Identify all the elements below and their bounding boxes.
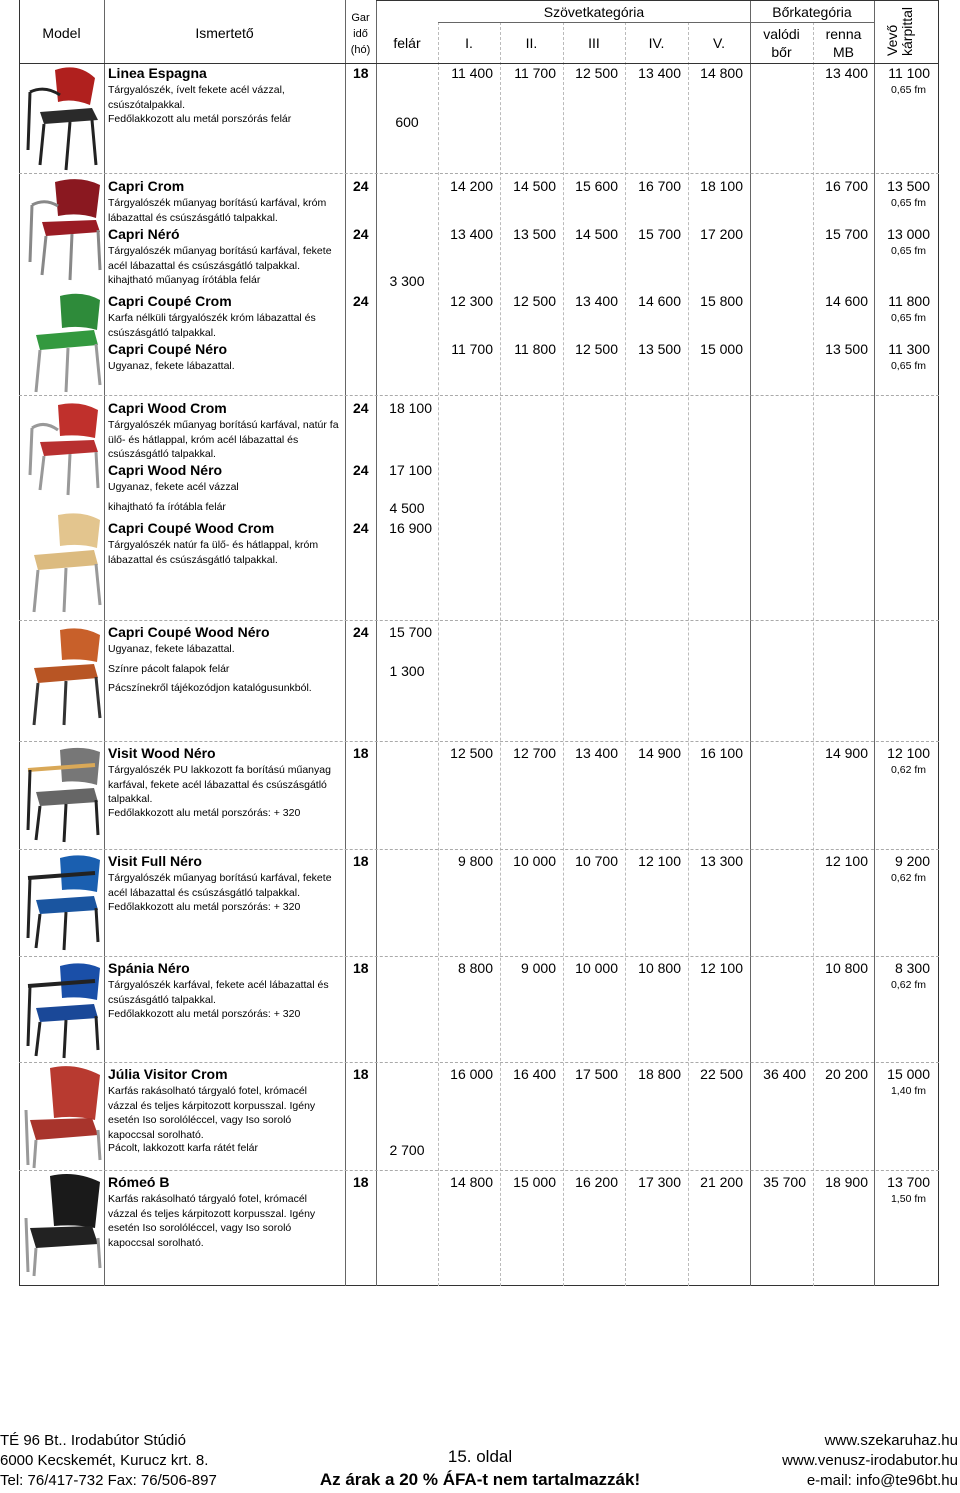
product-description: Karfás rakásolható tárgyaló fotel, krómacél vázzal és teljes kárpitozott korpusszal. Igény esetén Iso sorolóléccel, vagy Iso soroló kapoccsal sorolható. (108, 1085, 316, 1141)
price-cat-2: 10 000 (513, 853, 556, 869)
product-name: Capri Coupé Wood Néro (108, 624, 270, 640)
warranty-months: 24 (353, 226, 369, 242)
product-name: Capri Wood Crom (108, 400, 227, 416)
product-name: Rómeó B (108, 1174, 170, 1190)
warranty-months: 18 (353, 960, 369, 976)
price-customer: 15 000 (887, 1066, 930, 1082)
price-cat-5: 22 500 (700, 1066, 743, 1082)
chair-visit-wood (28, 748, 100, 842)
price-cat-3: 12 500 (575, 65, 618, 81)
price-customer: 8 300 (894, 960, 930, 976)
product-description: Ugyanaz, fekete lábazattal. (108, 643, 235, 655)
price-cat-4: 13 400 (638, 65, 681, 81)
price-real-leather: 36 400 (763, 1066, 806, 1082)
product-name: Capri Néró (108, 226, 180, 242)
price-cat-4: 17 300 (638, 1174, 681, 1190)
chair-capri-crom (30, 179, 100, 280)
price: 15 700 (389, 624, 432, 640)
header-cat-4: IV. (648, 35, 665, 51)
price-cat-4: 14 900 (638, 745, 681, 761)
price-cat-2: 15 000 (513, 1174, 556, 1190)
header-cat-1: I. (465, 35, 473, 51)
product-description: Tárgyalószék PU lakkozott fa borítású műanyag karfával, fekete acél lábazattal és csúszásgátló talpakkal. (108, 764, 331, 805)
warranty-months: 24 (353, 462, 369, 478)
price-cat-5: 15 000 (700, 341, 743, 357)
warranty-months: 18 (353, 853, 369, 869)
price-cat-3: 10 700 (575, 853, 618, 869)
header-surcharge: felár (393, 35, 421, 51)
product-extra-note: Pácszínekről tájékozódjon katalógusunkból. (108, 682, 312, 694)
header-description: Ismertető (195, 25, 254, 41)
warranty-months: 18 (353, 745, 369, 761)
product-name: Spánia Néro (108, 960, 190, 976)
product-name: Capri Coupé Wood Crom (108, 520, 275, 536)
fabric-need: 1,40 fm (890, 1085, 926, 1097)
chair-coupe-wood-nero (34, 628, 100, 725)
chair-capri-coupe (36, 294, 100, 392)
price-cat-1: 14 800 (450, 1174, 493, 1190)
surcharge: 600 (395, 114, 419, 130)
header-customer-fabric: Vevő kárpittal (884, 6, 915, 56)
surcharge: 3 300 (389, 273, 425, 289)
price-cat-1: 13 400 (450, 226, 493, 242)
price-cat-5: 12 100 (700, 960, 743, 976)
price-customer: 12 100 (887, 745, 930, 761)
header-renna: renna MB (825, 26, 862, 60)
price-renna: 16 700 (825, 178, 868, 194)
vat-note: Az árak a 20 % ÁFA-t nem tartalmazzák! (319, 1470, 641, 1489)
price-cat-4: 13 500 (638, 341, 681, 357)
chair-linea-espagna (28, 67, 98, 170)
surcharge: 1 300 (389, 663, 425, 679)
price-cat-5: 17 200 (700, 226, 743, 242)
price: 18 100 (389, 400, 432, 416)
price-cat-4: 12 100 (638, 853, 681, 869)
header-leather-category: Bőrkategória (772, 4, 852, 20)
fabric-need: 0,65 fm (890, 197, 926, 209)
chair-spania (28, 963, 100, 1058)
price-renna: 14 600 (825, 293, 868, 309)
price-cat-5: 13 300 (700, 853, 743, 869)
surcharge: 2 700 (389, 1142, 425, 1158)
product-description: Ugyanaz, fekete acél vázzal (108, 481, 239, 493)
product-name: Visit Full Néro (108, 853, 202, 869)
price-cat-3: 15 600 (575, 178, 618, 194)
header-model: Model (42, 25, 81, 41)
product-extra: Fedőlakkozott alu metál porszórás: + 320 (108, 807, 301, 819)
product-description: Tárgyalószék műanyag borítású karfával, fekete acél lábazattal és csúszásgátló talpakkal. (108, 872, 332, 899)
price-cat-3: 10 000 (575, 960, 618, 976)
product-description: Tárgyalószék műanyag borítású karfával, natúr fa ülő- és hátlappal, króm acél lábazattal és csúszásgátló talpakkal. (108, 419, 339, 460)
product-extra: Fedőlakkozott alu metál porszórás: + 320 (108, 901, 301, 913)
footer-website-1[interactable]: www.szekaruhaz.hu (824, 1432, 958, 1449)
price-customer: 11 800 (888, 293, 930, 309)
page-number: 15. oldal (447, 1447, 513, 1466)
product-description: Karfás rakásolható tárgyaló fotel, krómacél vázzal és teljes kárpitozott korpusszal. Igény esetén Iso sorolóléccel, vagy Iso soroló kapoccsal sorolható. (108, 1193, 316, 1249)
product-description: Tárgyalószék műanyag borítású karfával, fekete acél lábazattal és csúszásgátló talpakkal. (108, 245, 332, 272)
fabric-need: 1,50 fm (890, 1193, 926, 1205)
price-customer: 13 500 (887, 178, 930, 194)
chair-coupe-wood-crom (34, 513, 100, 612)
warranty-months: 24 (353, 624, 369, 640)
warranty-months: 18 (353, 65, 369, 81)
price-cat-1: 11 400 (451, 65, 493, 81)
chair-capri-wood (30, 403, 98, 495)
price-cat-4: 14 600 (638, 293, 681, 309)
warranty-months: 18 (353, 1174, 369, 1190)
warranty-months: 24 (353, 520, 369, 536)
warranty-months: 18 (353, 1066, 369, 1082)
price-cat-5: 14 800 (700, 65, 743, 81)
product-name: Visit Wood Néro (108, 745, 216, 761)
product-description: Ugyanaz, fekete lábazattal. (108, 360, 235, 372)
price-cat-2: 16 400 (513, 1066, 556, 1082)
price-renna: 20 200 (825, 1066, 868, 1082)
price-renna: 15 700 (825, 226, 868, 242)
product-name: Linea Espagna (108, 65, 207, 81)
price-customer: 13 000 (887, 226, 930, 242)
chair-romeo-b (26, 1174, 100, 1276)
footer-phone: Tel: 76/417-732 Fax: 76/506-897 (0, 1472, 217, 1489)
price-cat-1: 11 700 (451, 341, 493, 357)
price-customer: 11 300 (888, 341, 930, 357)
price-cat-3: 12 500 (575, 341, 618, 357)
price-cat-2: 12 700 (513, 745, 556, 761)
product-description: Tárgyalószék karfával, fekete acél lábazattal és csúszásgátló talpakkal. (108, 979, 329, 1006)
warranty-months: 24 (353, 178, 369, 194)
header-cat-2: II. (525, 35, 538, 51)
price-cat-1: 9 800 (457, 853, 493, 869)
price: 17 100 (389, 462, 432, 478)
price: 16 900 (389, 520, 432, 536)
header-warranty: Gar idő (hó) (350, 12, 371, 56)
price-cat-4: 10 800 (638, 960, 681, 976)
product-extra: kihajtható fa írótábla felár (108, 501, 226, 513)
fabric-need: 0,65 fm (890, 312, 926, 324)
header-cat-3: III (588, 35, 600, 51)
header-fabric-category: Szövetkategória (543, 4, 645, 20)
fabric-need: 0,65 fm (890, 360, 926, 372)
chair-visit-full (28, 855, 100, 950)
fabric-need: 0,62 fm (890, 979, 926, 991)
price-cat-2: 9 000 (520, 960, 556, 976)
product-name: Júlia Visitor Crom (108, 1066, 228, 1082)
product-description: Tárgyalószék műanyag borítású karfával, króm lábazattal és csúszásgátló talpakkal. (108, 197, 327, 224)
price-cat-2: 14 500 (513, 178, 556, 194)
price-cat-3: 14 500 (575, 226, 618, 242)
price-renna: 13 500 (825, 341, 868, 357)
product-extra: kihajtható műanyag írótábla felár (108, 274, 261, 286)
footer-company: TÉ 96 Bt.. Irodabútor Stúdió (0, 1432, 186, 1449)
chair-julia-visitor (26, 1066, 100, 1168)
price-renna: 18 900 (825, 1174, 868, 1190)
footer-email[interactable]: e-mail: info@te96bt.hu (806, 1472, 958, 1489)
price-customer: 9 200 (894, 853, 930, 869)
price-cat-2: 12 500 (513, 293, 556, 309)
price-cat-3: 13 400 (575, 293, 618, 309)
price-cat-1: 12 300 (450, 293, 493, 309)
price-cat-1: 14 200 (450, 178, 493, 194)
fabric-need: 0,65 fm (890, 84, 926, 96)
price-customer: 13 700 (887, 1174, 930, 1190)
price-cat-2: 13 500 (513, 226, 556, 242)
price-cat-4: 18 800 (638, 1066, 681, 1082)
product-extra: Fedőlakkozott alu metál porszórás felár (108, 113, 292, 125)
fabric-need: 0,62 fm (890, 872, 926, 884)
product-name: Capri Crom (108, 178, 185, 194)
product-name: Capri Coupé Crom (108, 293, 232, 309)
price-real-leather: 35 700 (763, 1174, 806, 1190)
price-customer: 11 100 (888, 65, 930, 81)
price-cat-2: 11 700 (514, 65, 556, 81)
surcharge: 4 500 (389, 500, 425, 516)
price-cat-5: 16 100 (700, 745, 743, 761)
product-description: Karfa nélküli tárgyalószék króm lábazattal és csúszásgátló talpakkal. (108, 312, 316, 339)
product-extra: Fedőlakkozott alu metál porszórás: + 320 (108, 1008, 301, 1020)
header-cat-5: V. (713, 35, 725, 51)
price-cat-2: 11 800 (514, 341, 556, 357)
price-cat-1: 16 000 (450, 1066, 493, 1082)
price-cat-5: 18 100 (700, 178, 743, 194)
price-cat-5: 15 800 (700, 293, 743, 309)
price-cat-3: 13 400 (575, 745, 618, 761)
product-description: Tárgyalószék, ívelt fekete acél vázzal, csúszótalpakkal. (108, 84, 285, 111)
price-cat-1: 12 500 (450, 745, 493, 761)
price-renna: 13 400 (825, 65, 868, 81)
price-cat-4: 15 700 (638, 226, 681, 242)
warranty-months: 24 (353, 293, 369, 309)
product-extra: Színre pácolt falapok felár (108, 663, 230, 675)
price-renna: 10 800 (825, 960, 868, 976)
product-name: Capri Coupé Néro (108, 341, 228, 357)
product-description: Tárgyalószék natúr fa ülő- és hátlappal, króm lábazattal és csúszásgátló talpakkal. (108, 539, 319, 566)
warranty-months: 24 (353, 400, 369, 416)
price-cat-1: 8 800 (457, 960, 493, 976)
price-cat-4: 16 700 (638, 178, 681, 194)
fabric-need: 0,65 fm (890, 245, 926, 257)
price-cat-3: 16 200 (575, 1174, 618, 1190)
footer-address: 6000 Kecskemét, Kurucz krt. 8. (0, 1452, 209, 1469)
product-extra: Pácolt, lakkozott karfa rátét felár (108, 1142, 258, 1154)
fabric-need: 0,62 fm (890, 764, 926, 776)
price-cat-3: 17 500 (575, 1066, 618, 1082)
header-real-leather: valódi bőr (763, 26, 800, 60)
price-renna: 14 900 (825, 745, 868, 761)
footer-website-2[interactable]: www.venusz-irodabutor.hu (782, 1452, 958, 1469)
price-renna: 12 100 (825, 853, 868, 869)
product-name: Capri Wood Néro (108, 462, 223, 478)
price-cat-5: 21 200 (700, 1174, 743, 1190)
